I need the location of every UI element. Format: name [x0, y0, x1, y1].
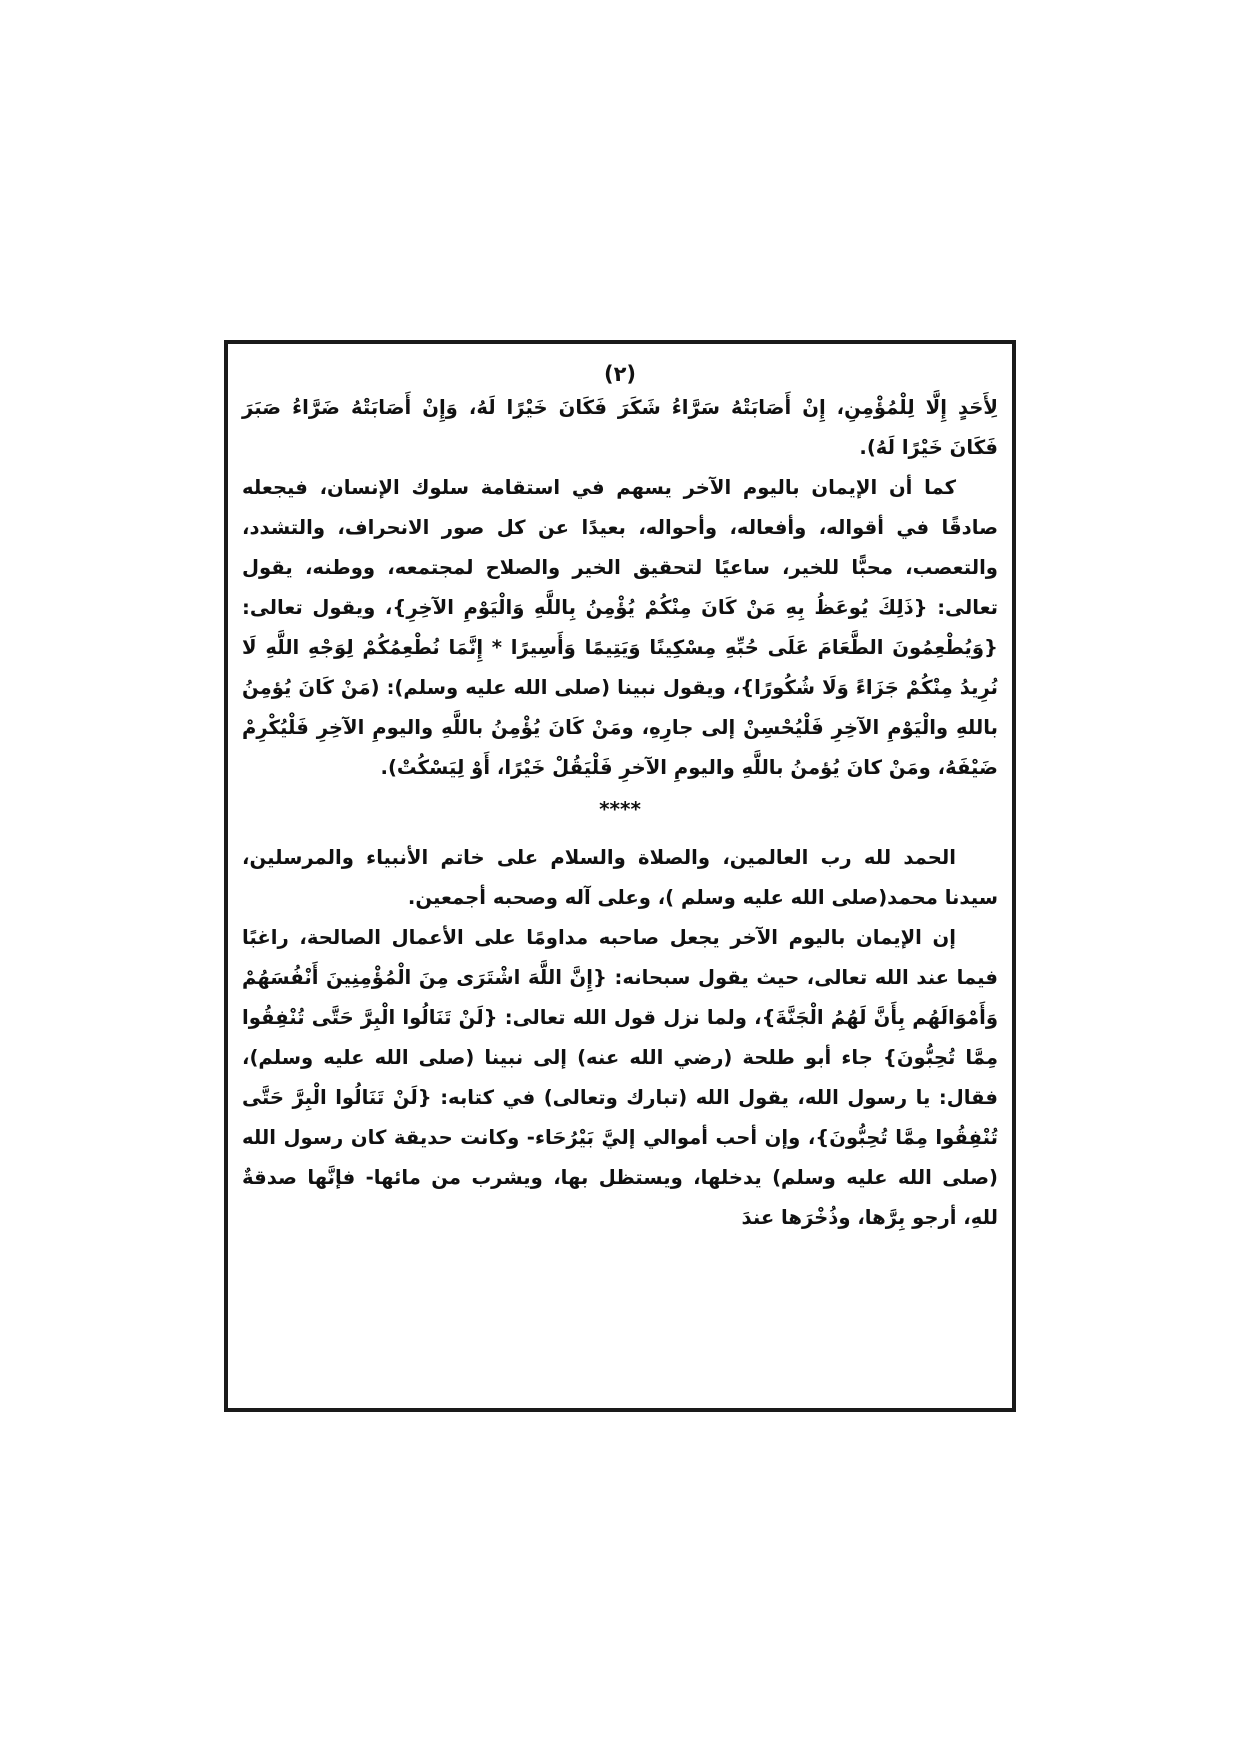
section-separator: ****: [599, 797, 641, 821]
paragraph-good-deeds: إن الإيمان باليوم الآخر يجعل صاحبه مداومًا على الأعمال الصالحة، راغبًا فيما عند الله تعالى، حيث يقول سبحانه: {إِنَّ اللَّهَ اشْتَرَى مِنَ الْمُؤْمِنِينَ أَنْفُسَهُمْ وَأَمْوَالَهُم بِأَنَّ لَهُمُ الْجَنَّةَ}، ولما نزل قول الله تعالى: {لَنْ تَنَالُوا الْبِرَّ حَتَّى تُنْفِقُوا مِمَّا تُحِبُّونَ} جاء أبو طلحة (رضي الله عنه) إلى نبينا (صلى الله عليه وسلم)، فقال: يا رسول الله، يقول الله (تبارك وتعالى) في كتابه: {لَنْ تَنَالُوا الْبِرَّ حَتَّى تُنْفِقُوا مِمَّا تُحِبُّونَ}، وإن أحب أموالي إليَّ بَيْرُحَاء- وكانت حديقة كان رسول الله (صلى الله عليه وسلم) يدخلها، ويستظل بها، ويشرب من مائها- فإنَّها صدقةٌ للهِ، أرجو بِرَّها، وذُخْرَها عندَ: [242, 926, 998, 1229]
page-frame: [224, 340, 1016, 1412]
page-number: (٢): [603, 362, 637, 386]
page-body: [242, 388, 998, 1238]
paragraph-praise: الحمد لله رب العالمين، والصلاة والسلام على خاتم الأنبياء والمرسلين، سيدنا محمد(صلى الله عليه وسلم )، وعلى آله وصحبه أجمعين.: [242, 846, 998, 909]
paragraph-iman-behavior: كما أن الإيمان باليوم الآخر يسهم في استقامة سلوك الإنسان، فيجعله صادقًا في أقواله، وأفعاله، وأحواله، بعيدًا عن كل صور الانحراف، والتشدد، والتعصب، محبًّا للخير، ساعيًا لتحقيق الخير والصلاح لمجتمعه، ووطنه، يقول تعالى: {ذَلِكَ يُوعَظُ بِهِ مَنْ كَانَ مِنْكُمْ يُؤْمِنُ بِاللَّهِ وَالْيَوْمِ الآخِرِ}، ويقول تعالى: {وَيُطْعِمُونَ الطَّعَامَ عَلَى حُبِّهِ مِسْكِينًا وَيَتِيمًا وَأَسِيرًا * إِنَّمَا نُطْعِمُكُمْ لِوَجْهِ اللَّهِ لَا نُرِيدُ مِنْكُمْ جَزَاءً وَلَا شُكُورًا}، ويقول نبينا (صلى الله عليه وسلم): (مَنْ كَانَ يُؤمِنُ باللهِ والْيَوْمِ الآخِرِ فَلْيُحْسِنْ إلى جارِهِ، ومَنْ كَانَ يُؤْمِنُ باللَّهِ واليومِ الآخِرِ فَلْيُكْرِمْ ضَيْفَهُ، ومَنْ كانَ يُؤمنُ باللَّهِ واليومِ الآخرِ فَلْيَقُلْ خَيْرًا، أَوْ لِيَسْكُتْ).: [242, 476, 998, 779]
paragraph-hadith-end: لِأَحَدٍ إِلَّا لِلْمُؤْمِنِ، إِنْ أَصَابَتْهُ سَرَّاءُ شَكَرَ فَكَانَ خَيْرًا لَهُ، وَإِنْ أَصَابَتْهُ ضَرَّاءُ صَبَرَ فَكَانَ خَيْرًا لَهُ).: [242, 396, 998, 459]
